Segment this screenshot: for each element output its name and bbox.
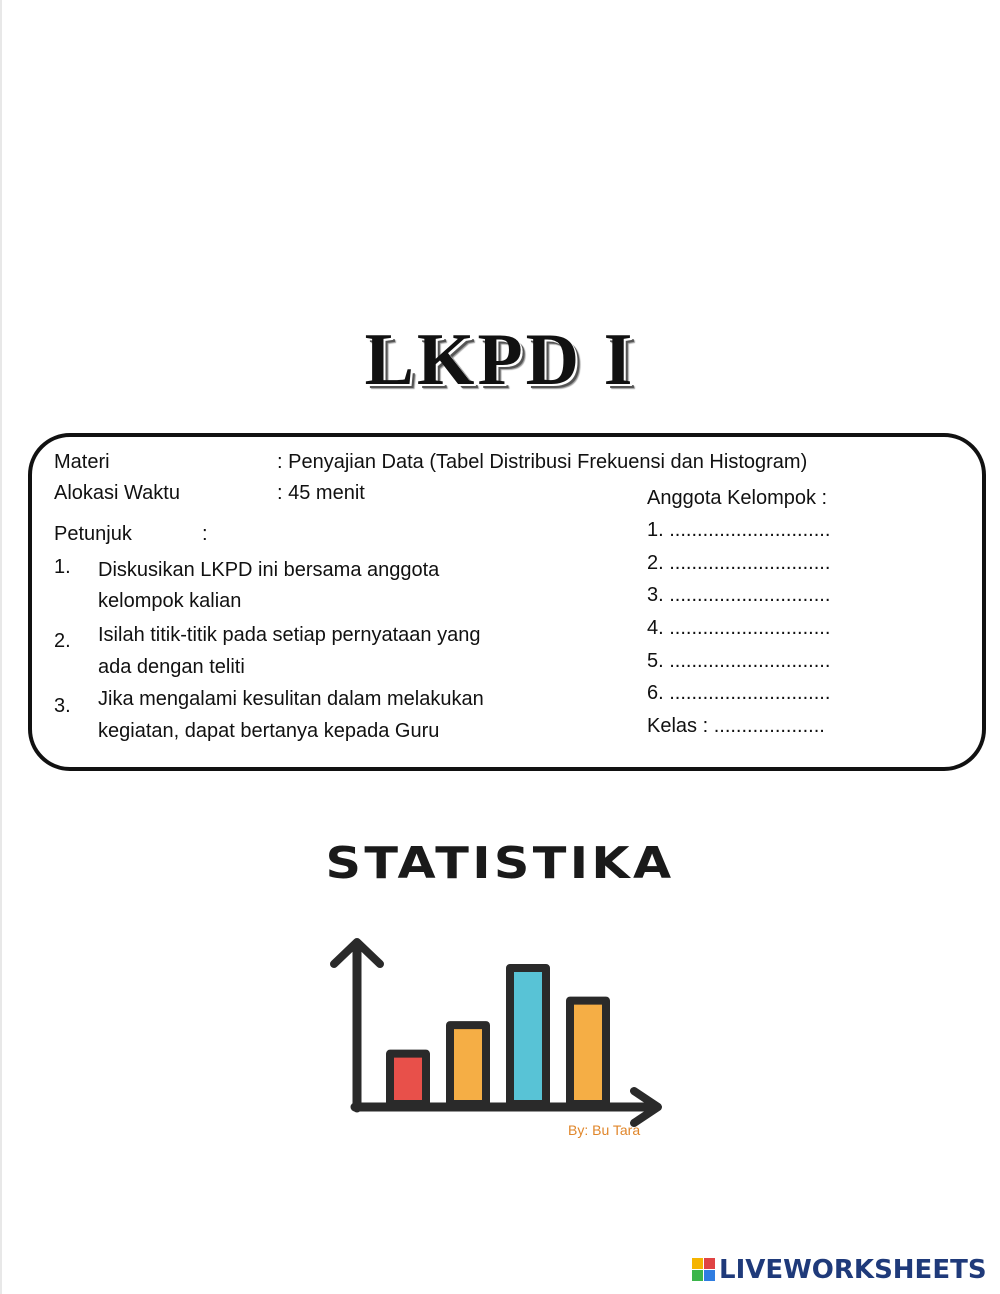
member-line: 5. .............................: [647, 650, 831, 672]
chart-bar: [450, 1025, 486, 1104]
brand-mark-square: [704, 1258, 715, 1269]
instruction-text: Diskusikan LKPD ini bersama anggota: [98, 559, 440, 581]
chart-bar: [570, 1001, 606, 1104]
instruction-number: 3.: [54, 695, 71, 717]
instruction-text: kegiatan, dapat bertanya kepada Guru: [98, 720, 440, 742]
chart-bar: [390, 1054, 426, 1104]
anggota-kelompok-label: Anggota Kelompok :: [647, 487, 828, 509]
petunjuk-colon: :: [202, 523, 208, 545]
brand-mark-square: [692, 1258, 703, 1269]
instruction-number: 2.: [54, 630, 71, 652]
chart-bar: [510, 968, 546, 1104]
alokasi-waktu-label: Alokasi Waktu: [54, 482, 180, 504]
instruction-text: ada dengan teliti: [98, 656, 245, 678]
bar-chart-illustration: [320, 930, 680, 1130]
brand-name: LIVEWORKSHEETS: [719, 1255, 987, 1285]
member-line: 6. .............................: [647, 682, 831, 704]
member-line: 2. .............................: [647, 552, 831, 574]
instruction-text: Jika mengalami kesulitan dalam melakukan: [98, 688, 484, 710]
subject-title: STATISTIKA: [325, 838, 675, 889]
instruction-text: kelompok kalian: [98, 590, 242, 612]
alokasi-waktu-value: : 45 menit: [277, 482, 365, 504]
member-line: 4. .............................: [647, 617, 831, 639]
instruction-text: Isilah titik-titik pada setiap pernyataan yang: [98, 624, 481, 646]
page-edge: [0, 0, 2, 1294]
brand-mark-square: [692, 1270, 703, 1281]
brand-mark-square: [704, 1270, 715, 1281]
materi-value: : Penyajian Data (Tabel Distribusi Frekuensi dan Histogram): [277, 451, 808, 473]
author-credit: By: Bu Tara: [568, 1122, 641, 1138]
materi-label: Materi: [54, 451, 110, 473]
kelas-line: Kelas : ....................: [647, 715, 825, 737]
member-line: 3. .............................: [647, 584, 831, 606]
liveworksheets-logo: [692, 1255, 987, 1285]
liveworksheets-mark-icon: [692, 1258, 716, 1282]
info-box: [28, 433, 986, 771]
petunjuk-label: Petunjuk: [54, 523, 132, 545]
document-title: LKPD I: [364, 319, 636, 401]
member-line: 1. .............................: [647, 519, 831, 541]
instruction-number: 1.: [54, 556, 71, 578]
